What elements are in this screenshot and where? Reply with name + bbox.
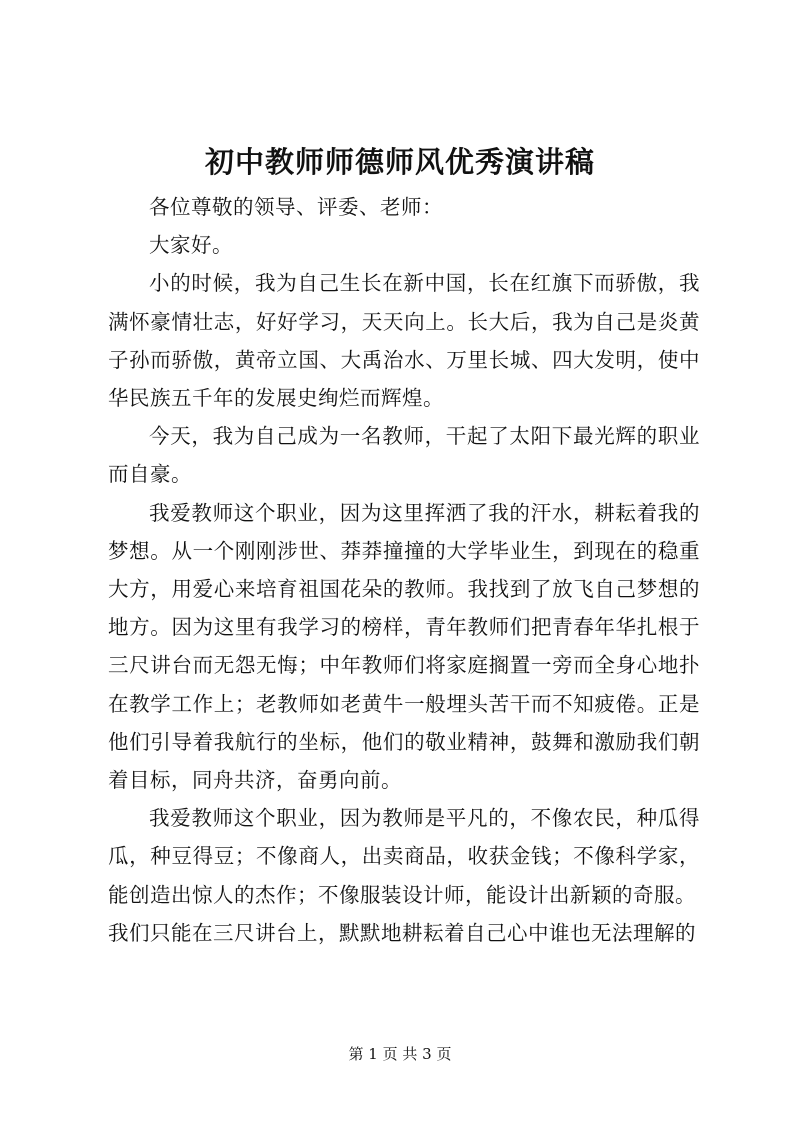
paragraph-greeting: 大家好。	[149, 233, 233, 258]
paragraph-today: 今天，我为自己成为一名教师，干起了太阳下最光辉的职业而自豪。	[108, 424, 700, 487]
paragraph-love-profession-2: 我爱教师这个职业，因为教师是平凡的，不像农民，种瓜得瓜，种豆得豆；不像商人，出卖商品，收获金钱；不像科学家，能创造出惊人的杰作；不像服装设计师，能设计出新颖的奇服。	[108, 806, 700, 907]
page-footer: 第 1 页 共 3 页	[348, 1045, 452, 1063]
document-body	[108, 188, 700, 952]
paragraph-salutation: 各位尊敬的领导、评委、老师：	[149, 195, 443, 219]
paragraph-continuation: 我们只能在三尺讲台上，默默地耕耘着自己心中谁也无法理解的	[108, 920, 696, 945]
document-title: 初中教师师德师风优秀演讲稿	[204, 145, 595, 179]
paragraph-love-profession-1: 我爱教师这个职业，因为这里挥洒了我的汗水，耕耘着我的梦想。从一个刚刚涉世、莽莽撞撞的大学毕业生，到现在的稳重大方，用爱心来培育祖国花朵的教师。我找到了放飞自己梦想的地方。因为这里有我学习的榜样，青年教师们把青春年华扎根于三尺讲台而无怨无悔；中年教师们将家庭搁置一旁而全身心地扑在教学工作上；老教师如老黄牛一般埋头苦干而不知疲倦。正是他们引导着我航行的坐标，他们的敬业精神，鼓舞和激励我们朝着目标，同舟共济，奋勇向前。	[108, 500, 700, 793]
paragraph-childhood: 小的时候，我为自己生长在新中国，长在红旗下而骄傲，我满怀豪情壮志，好好学习，天天向上。长大后，我为自己是炎黄子孙而骄傲，黄帝立国、大禹治水、万里长城、四大发明，使中华民族五千年的发展史绚烂而辉煌。	[108, 271, 700, 411]
